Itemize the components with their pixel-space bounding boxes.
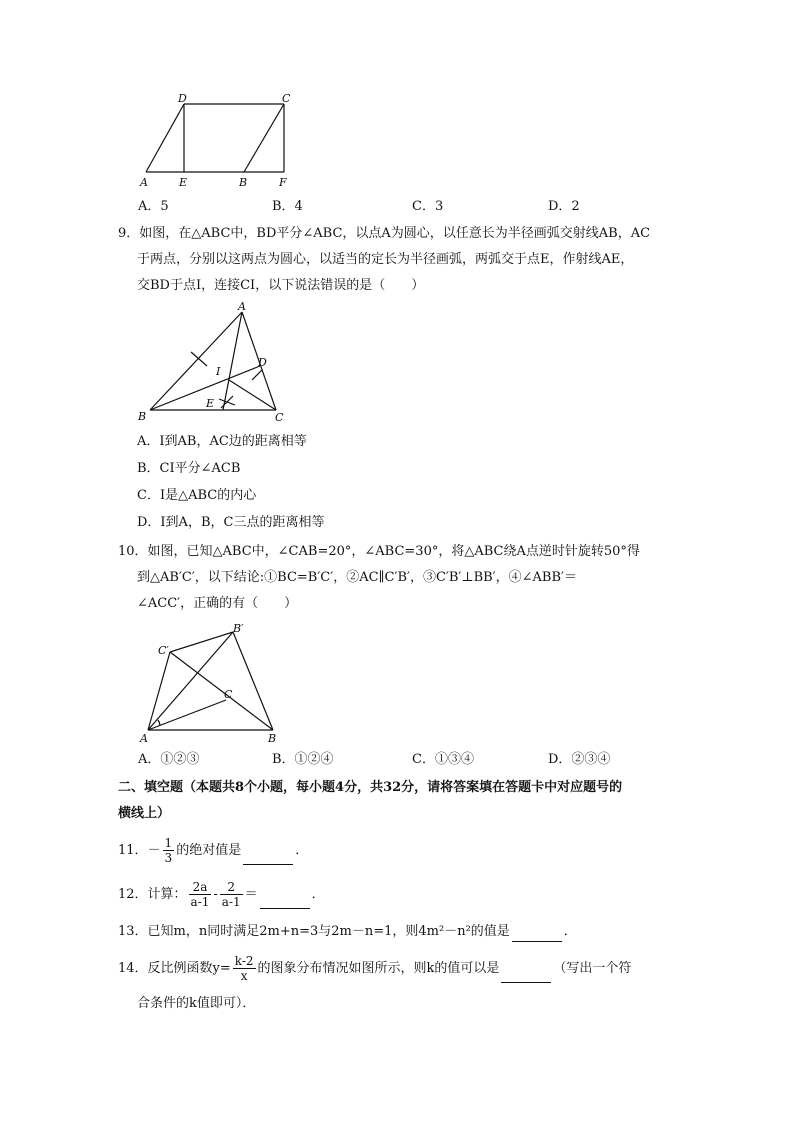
q11: [118, 836, 308, 865]
q14-line2: 合条件的k值即可）．: [137, 996, 256, 1011]
q9-option-b: B．CI平分∠ACB: [137, 461, 241, 476]
q12-fraction-1-num: 2a: [189, 880, 212, 895]
q10-stem-line3: ∠ACC′，正确的有（ ）: [137, 596, 298, 611]
q13: [118, 922, 577, 942]
q8-option-b: B．4: [272, 199, 303, 214]
fig9-label-a: A: [238, 300, 246, 313]
q8-option-c: C．3: [412, 199, 444, 214]
q13-text: 13．已知m，n同时满足2m+n=3与2m－n=1，则4m²－n²的值是: [118, 924, 510, 939]
section2-heading-line2: 横线上）: [118, 806, 171, 821]
q12-answer-blank[interactable]: [260, 894, 310, 909]
q10-option-b: B．①②④: [272, 752, 334, 767]
q12-fraction-2-num: 2: [220, 880, 243, 895]
fig8-label-c: C: [282, 92, 291, 105]
fig8-label-e: E: [179, 176, 188, 189]
q9-stem-line1: 9．如图，在△ABC中，BD平分∠ABC，以点A为圆心，以任意长为半径画弧交射线AB，AC: [118, 226, 651, 241]
q9-stem-line2: 于两点，分别以这两点为圆心，以适当的定长为半径画弧，两弧交于点E，作射线AE，: [137, 252, 634, 267]
q12-fraction-1: [189, 880, 212, 909]
q11-fraction: [163, 836, 175, 865]
q8-option-a: A．5: [138, 199, 169, 214]
fig10-label-b: B: [268, 732, 277, 745]
q11-prefix: 11．－: [118, 843, 161, 858]
fig10-label-c: C: [224, 688, 233, 701]
q12-minus: -: [213, 887, 218, 902]
q14-fraction-den: x: [240, 969, 248, 983]
q11-end: ．: [295, 843, 309, 858]
fig9-label-c: C: [275, 411, 284, 424]
q12-equals: ＝: [244, 887, 258, 902]
fig9-label-b: B: [138, 410, 147, 423]
q12-prefix: 12．计算：: [118, 887, 187, 902]
q9-figure: [136, 300, 296, 426]
fig9-label-i: I: [216, 365, 221, 378]
fig10-label-a: A: [140, 732, 148, 745]
q11-fraction-den: 3: [164, 851, 173, 865]
q9-stem-line3: 交BD于点I，连接CI，以下说法错误的是（ ）: [137, 278, 425, 293]
q14-prefix: 14．反比例函数y=: [118, 961, 231, 976]
q10-option-c: C．①③④: [412, 752, 474, 767]
q14-line1: [118, 954, 631, 983]
q13-answer-blank[interactable]: [512, 927, 562, 942]
fig8-label-d: D: [178, 92, 187, 105]
q12-end: ．: [311, 887, 325, 902]
fig10-label-c-prime: C′: [158, 644, 169, 657]
q9-option-a: A．I到AB，AC边的距离相等: [137, 434, 307, 449]
q14-answer-blank[interactable]: [501, 968, 551, 983]
q9-option-d: D．I到A，B，C三点的距离相等: [137, 515, 325, 530]
q14-suffix: 的图象分布情况如图所示，则k的值可以是: [257, 961, 500, 976]
q12: [118, 880, 325, 909]
q10-stem-line2: 到△AB′C′，以下结论:①BC=B′C′，②AC∥C′B′，③C′B′⊥BB′，④∠ABB′＝: [137, 570, 577, 585]
q11-answer-blank[interactable]: [243, 850, 293, 865]
q11-fraction-num: 1: [164, 836, 173, 850]
fig9-label-e: E: [206, 397, 215, 410]
section2-heading-line1: 二、填空题（本题共8个小题，每小题4分，共32分，请将答案填在答题卡中对应题号的: [118, 780, 623, 795]
q12-fraction-1-den: a-1: [190, 895, 210, 909]
q10-option-a: A．①②③: [138, 752, 200, 767]
fig8-label-a: A: [140, 176, 148, 189]
q14-fraction-num: k-2: [234, 954, 254, 968]
q10-figure: [138, 620, 288, 746]
q8-figure: [138, 92, 298, 192]
q12-fraction-2: [220, 880, 243, 909]
fig8-label-f: F: [279, 176, 287, 189]
fig9-label-d: D: [258, 356, 267, 369]
q10-option-d: D．②③④: [548, 752, 611, 767]
q12-fraction-2-den: a-1: [221, 895, 241, 909]
q13-end: ．: [563, 924, 577, 939]
q11-suffix: 的绝对值是: [176, 843, 242, 858]
fig10-label-b-prime: B′: [233, 622, 244, 635]
q14-tail: （写出一个符: [553, 961, 632, 976]
q10-stem-line1: 10．如图，已知△ABC中，∠CAB=20°，∠ABC=30°，将△ABC绕A点逆时针旋转50°得: [118, 544, 640, 559]
fig8-label-b: B: [239, 176, 248, 189]
q9-option-c: C．I是△ABC的内心: [137, 488, 257, 503]
q14-fraction: [233, 954, 256, 983]
q8-option-d: D．2: [548, 199, 580, 214]
